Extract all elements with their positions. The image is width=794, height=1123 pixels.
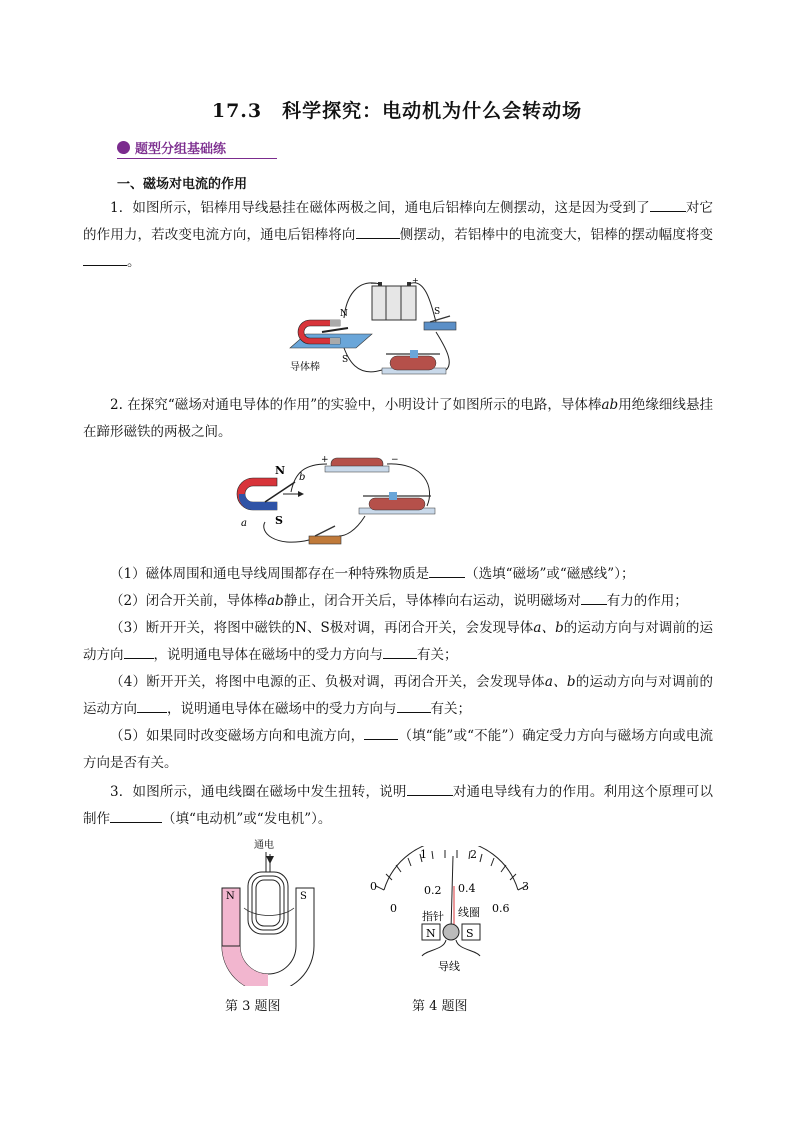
section-heading: 一、磁场对电流的作用 <box>117 177 248 192</box>
question-2-text: 2. 在探究“磁场对通电导体的作用”的实验中，小明设计了如图所示的电路，导体棒ab用绝缘细线悬挂在蹄形磁铁的两极之间。 <box>83 397 713 440</box>
meter-scale-icon <box>376 846 526 890</box>
magnet-s-label: S <box>275 514 283 527</box>
battery-icon <box>325 458 389 472</box>
battery-plus-label: + <box>412 278 419 285</box>
answer-blank-1a[interactable] <box>650 197 686 212</box>
magnet-n-label: N <box>226 891 235 902</box>
section-tag-label: 题型分组基础练 <box>135 142 227 157</box>
question-2-part-1: （1）磁体周围和通电导线周围都存在一种特殊物质是 （选填“磁场”或“磁感线”）； <box>83 561 713 588</box>
magnet-n-label: N <box>275 464 286 477</box>
battery-minus-label: − <box>391 455 399 465</box>
answer-blank-2-2[interactable] <box>581 590 607 605</box>
switch-icon <box>424 316 456 330</box>
question-3-text: 3．如图所示，通电线圈在磁场中发生扭转，说明 对通电导线有力的作用。利用这个原理可以制作 （填“电动机”或“发电机”）。 <box>83 779 713 833</box>
question-2-part-4: （4）断开开关，将图中电源的正、负极对调，再闭合开关，会发现导体a、b的运动方向与对调前的运动方向 ，说明通电导体在磁场中的受力方向与 有关； <box>83 674 713 717</box>
pointer-label: 指针 <box>422 910 444 923</box>
figure-4-caption: 第 4 题图 <box>412 999 468 1014</box>
figure-q4-meter <box>366 846 536 976</box>
conductor-end-b-label: b <box>299 472 306 483</box>
horseshoe-magnet-icon <box>298 320 340 344</box>
answer-blank-3b[interactable] <box>110 808 162 823</box>
outer-tick-3: 3 <box>522 880 529 893</box>
coil-label: 线圈 <box>458 906 480 919</box>
rheostat-icon <box>382 350 446 374</box>
outer-tick-2: 2 <box>470 848 477 861</box>
conductor-label: 导体棒 <box>290 362 320 373</box>
pointer-needle-icon <box>451 856 453 930</box>
answer-blank-2-3b[interactable] <box>383 644 417 659</box>
magnet-n-label: N <box>340 309 348 319</box>
battery-minus-label: − <box>370 279 377 288</box>
current-on-label: 通电 <box>254 840 274 851</box>
meter-s-label: S <box>466 927 474 940</box>
battery-icon <box>372 282 416 320</box>
question-1-text: 1．如图所示，铝棒用导线悬挂在磁体两极之间，通电后铝棒向左侧摆动，这是因为受到了 对它的作用力，若改变电流方向，通电后铝棒将向 侧摆动，若铝棒中的电流变大，铝棒的摆动幅度将变。 <box>83 195 713 276</box>
answer-blank-2-3a[interactable] <box>124 644 154 659</box>
rheostat-icon <box>359 492 435 514</box>
coil-icon <box>244 872 294 934</box>
magnet-s-label: S <box>342 355 349 365</box>
inner-tick-2: 0.4 <box>458 882 476 895</box>
answer-blank-2-4b[interactable] <box>397 698 431 713</box>
u-magnet-icon <box>222 888 314 986</box>
inner-tick-1: 0.2 <box>424 884 442 897</box>
magnet-s-label: S <box>300 891 307 902</box>
meter-n-label: N <box>426 927 436 940</box>
figure-3-caption: 第 3 题图 <box>225 999 281 1014</box>
inner-tick-3: 0.6 <box>492 902 510 915</box>
question-2-part-2: （2）闭合开关前，导体棒ab静止，闭合开关后，导体棒向右运动，说明磁场对 有力的作用； <box>83 588 713 615</box>
coil-pivot-icon <box>443 924 459 940</box>
figure-q1-apparatus <box>286 278 466 388</box>
inner-tick-0: 0 <box>390 902 397 915</box>
question-2-part-5: （5）如果同时改变磁场方向和电流方向， （填“能”或“不能”）确定受力方向与磁场方向或电流方向是否有关。 <box>83 723 713 777</box>
outer-tick-1: 1 <box>420 848 427 861</box>
outer-tick-0: 0 <box>370 880 377 893</box>
battery-plus-label: + <box>321 455 329 465</box>
answer-blank-2-5[interactable] <box>364 725 398 740</box>
figure-q3-coil-magnet <box>216 836 326 986</box>
section-tag <box>117 138 277 159</box>
page-title: 17.3 科学探究：电动机为什么会转动场 <box>211 100 583 122</box>
horseshoe-magnet-icon <box>237 478 277 510</box>
answer-blank-2-4a[interactable] <box>137 698 167 713</box>
answer-blank-2-1[interactable] <box>429 563 465 578</box>
question-2-part-3: （3）断开开关，将图中磁铁的N、S极对调，再闭合开关，会发现导体a、b的运动方向与对调前的运动方向 ，说明通电导体在磁场中的受力方向与 有关； <box>83 620 714 663</box>
figure-q2-circuit <box>235 452 455 560</box>
switch-s-label: S <box>434 307 441 317</box>
answer-blank-1b[interactable] <box>356 224 400 239</box>
wire-label: 导线 <box>438 960 460 973</box>
conductor-end-a-label: a <box>241 518 247 529</box>
bullet-dot-icon <box>117 141 130 154</box>
switch-icon <box>309 526 341 544</box>
answer-blank-3a[interactable] <box>407 781 453 796</box>
answer-blank-1c[interactable] <box>83 251 127 266</box>
